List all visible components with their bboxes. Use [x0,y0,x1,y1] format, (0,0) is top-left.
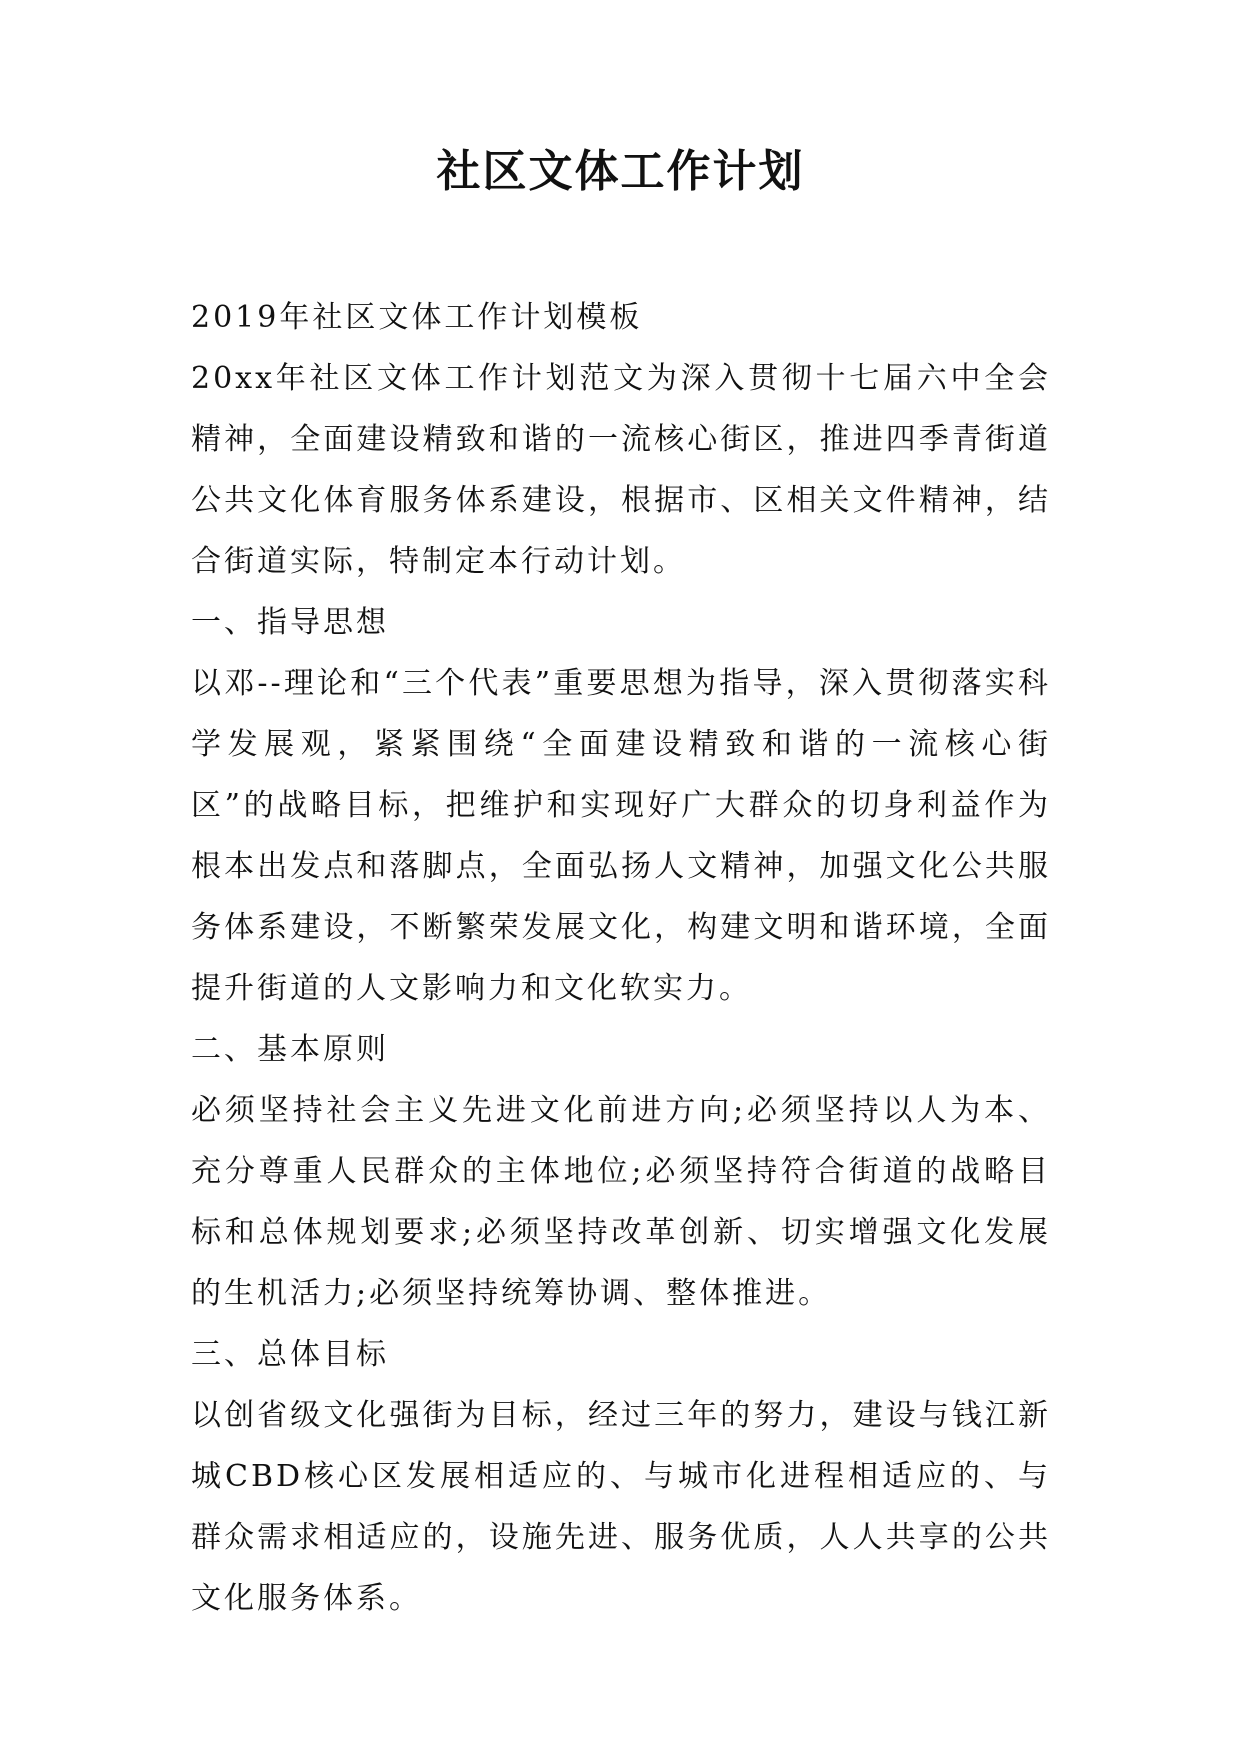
body-paragraph: 以创省级文化强街为目标，经过三年的努力，建设与钱江新城CBD核心区发展相适应的、与城市化进程相适应的、与群众需求相适应的，设施先进、服务优质，人人共享的公共文化服务体系。 [191,1398,1051,1616]
intro-paragraph: 20xx年社区文体工作计划范文为深入贯彻十七届六中全会精神，全面建设精致和谐的一流核心街区，推进四季青街道公共文化体育服务体系建设，根据市、区相关文件精神，结合街道实际，特制定本行动计划。 [191,361,1051,579]
subtitle-paragraph: 2019年社区文体工作计划模板 [191,300,643,335]
body-paragraph: 以邓--理论和“三个代表”重要思想为指导，深入贯彻落实科学发展观，紧紧围绕“全面建设精致和谐的一流核心街区”的战略目标，把维护和实现好广大群众的切身利益作为根本出发点和落脚点，全面弘扬人文精神，加强文化公共服务体系建设，不断繁荣发展文化，构建文明和谐环境，全面提升街道的人文影响力和文化软实力。 [191,666,1051,1006]
section-heading: 三、总体目标 [191,1337,389,1372]
section-heading: 二、基本原则 [191,1032,389,1067]
body-paragraph: 必须坚持社会主义先进文化前进方向;必须坚持以人为本、充分尊重人民群众的主体地位;必须坚持符合街道的战略目标和总体规划要求;必须坚持改革创新、切实增强文化发展的生机活力;必须坚持统筹协调、整体推进。 [191,1093,1051,1311]
document-body [191,287,1051,1629]
section-heading: 一、指导思想 [191,605,389,640]
document-title: 社区文体工作计划 [436,146,805,197]
